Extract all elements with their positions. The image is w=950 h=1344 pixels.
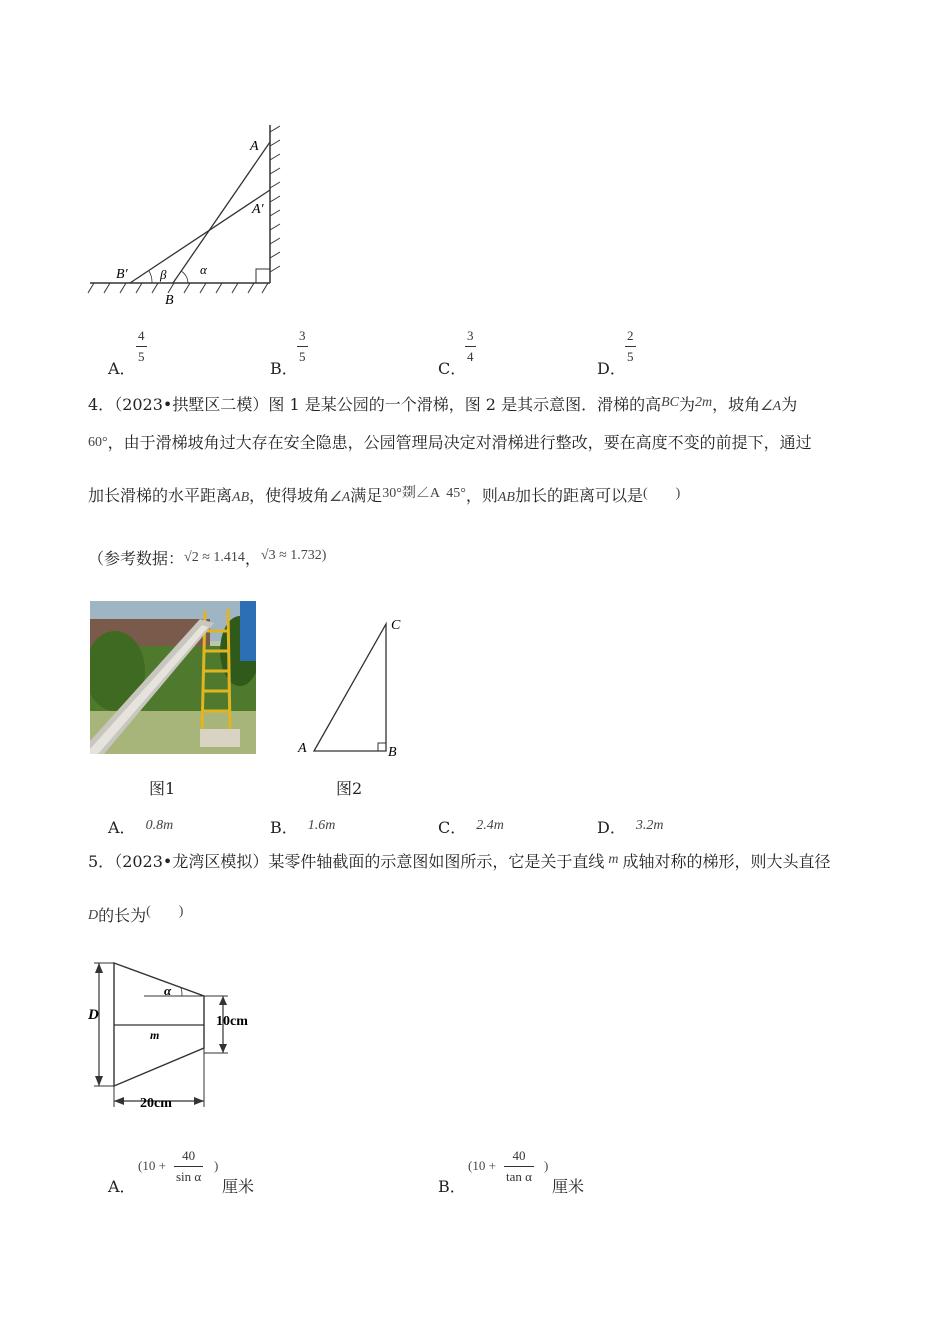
q3-option-b-fraction: 3 5: [299, 328, 306, 364]
q4-option-a[interactable]: A． 0.8m: [108, 818, 174, 837]
q3-ladder-figure: [80, 110, 290, 310]
svg-text:B: B: [388, 745, 397, 760]
q4-line-3: 加长滑梯的水平距离AB，使得坡角∠A满足30°剟∠A 45°，则AB加长的距离可以是( ): [88, 486, 681, 505]
q5-line-1: 5．（2023•龙湾区模拟）某零件轴截面的示意图如图所示，它是关于直线 m 成轴对称的梯形，则大头直径: [88, 852, 831, 871]
q5-option-b-fraction: 40 tan α: [506, 1148, 532, 1184]
svg-text:A: A: [250, 139, 259, 154]
svg-text:α: α: [164, 983, 172, 998]
q5-trapezoid-figure: [84, 955, 264, 1115]
q4-line-2: 60°，由于滑梯坡角过大存在安全隐患，公园管理局决定对滑梯进行整改，要在高度不变的前提下，通过: [88, 433, 812, 452]
svg-text:D: D: [88, 1007, 99, 1023]
q3-option-a-fraction: 4 5: [138, 328, 145, 364]
svg-text:C: C: [391, 618, 401, 633]
svg-text:B′: B′: [116, 267, 128, 282]
q5-option-a-fraction: 40 sin α: [176, 1148, 202, 1184]
svg-text:β: β: [160, 267, 167, 282]
q4-reference-data: （参考数据：√2 ≈ 1.414，√3 ≈ 1.732): [88, 548, 327, 568]
q4-line-1: 4．（2023•拱墅区二模）图 1 是某公园的一个滑梯，图 2 是其示意图．滑梯的高BC为2m，坡角∠A为: [88, 395, 798, 414]
q4-option-d[interactable]: D． 3.2m: [597, 818, 664, 837]
q4-fig2-caption: 图2: [336, 779, 363, 798]
svg-text:m: m: [150, 1028, 160, 1042]
q4-slide-photo: [90, 601, 256, 754]
q3-option-d-fraction: 2 5: [627, 328, 634, 364]
svg-text:A: A: [298, 741, 307, 756]
svg-text:10cm: 10cm: [216, 1014, 248, 1029]
q4-option-c[interactable]: C． 2.4m: [438, 818, 504, 837]
q4-option-b[interactable]: B． 1.6m: [270, 818, 336, 837]
svg-text:α: α: [200, 262, 207, 277]
svg-text:A′: A′: [252, 202, 264, 217]
q4-triangle-figure: [296, 612, 416, 762]
q5-line-2: D的长为( ): [88, 904, 184, 925]
svg-text:B: B: [165, 293, 174, 308]
svg-text:20cm: 20cm: [140, 1096, 172, 1111]
q3-option-c-fraction: 3 4: [467, 328, 474, 364]
q4-fig1-caption: 图1: [149, 779, 176, 798]
